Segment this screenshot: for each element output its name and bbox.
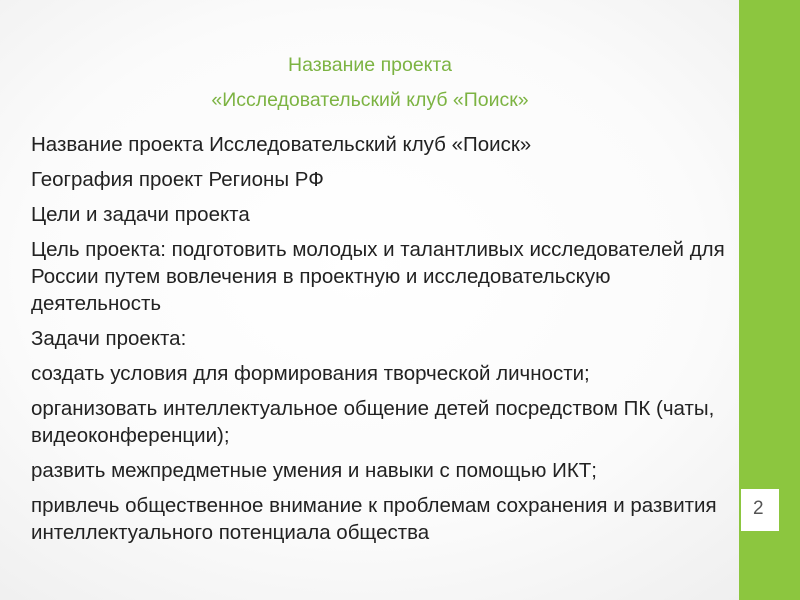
paragraph-goal: Цель проекта: подготовить молодых и талантливых исследователей для России путем вовлечения в проектную и исследовательскую деятельность <box>31 238 725 315</box>
paragraph-task-4: привлечь общественное внимание к проблемам сохранения и развития интеллектуального потенциала общества <box>31 494 717 544</box>
slide-body <box>31 131 739 554</box>
title-line-2: «Исследовательский клуб «Поиск» <box>211 89 529 111</box>
paragraph-task-1: создать условия для формирования творческой личности; <box>31 362 590 385</box>
paragraph-task-2: организовать интеллектуальное общение детей посредством ПК (чаты, видеоконференции); <box>31 397 715 447</box>
paragraph-tasks-heading: Задачи проекта: <box>31 327 187 350</box>
paragraph-task-3: развить межпредметные умения и навыки с помощью ИКТ; <box>31 459 597 482</box>
title-line-1: Название проекта <box>288 54 452 76</box>
paragraph-geography: География проект Регионы РФ <box>31 168 324 191</box>
slide-number: 2 <box>741 489 779 531</box>
paragraph-goals-heading: Цели и задачи проекта <box>31 203 250 226</box>
paragraph-project-name: Название проекта Исследовательский клуб «Поиск» <box>31 133 532 156</box>
slide-title <box>150 48 590 118</box>
